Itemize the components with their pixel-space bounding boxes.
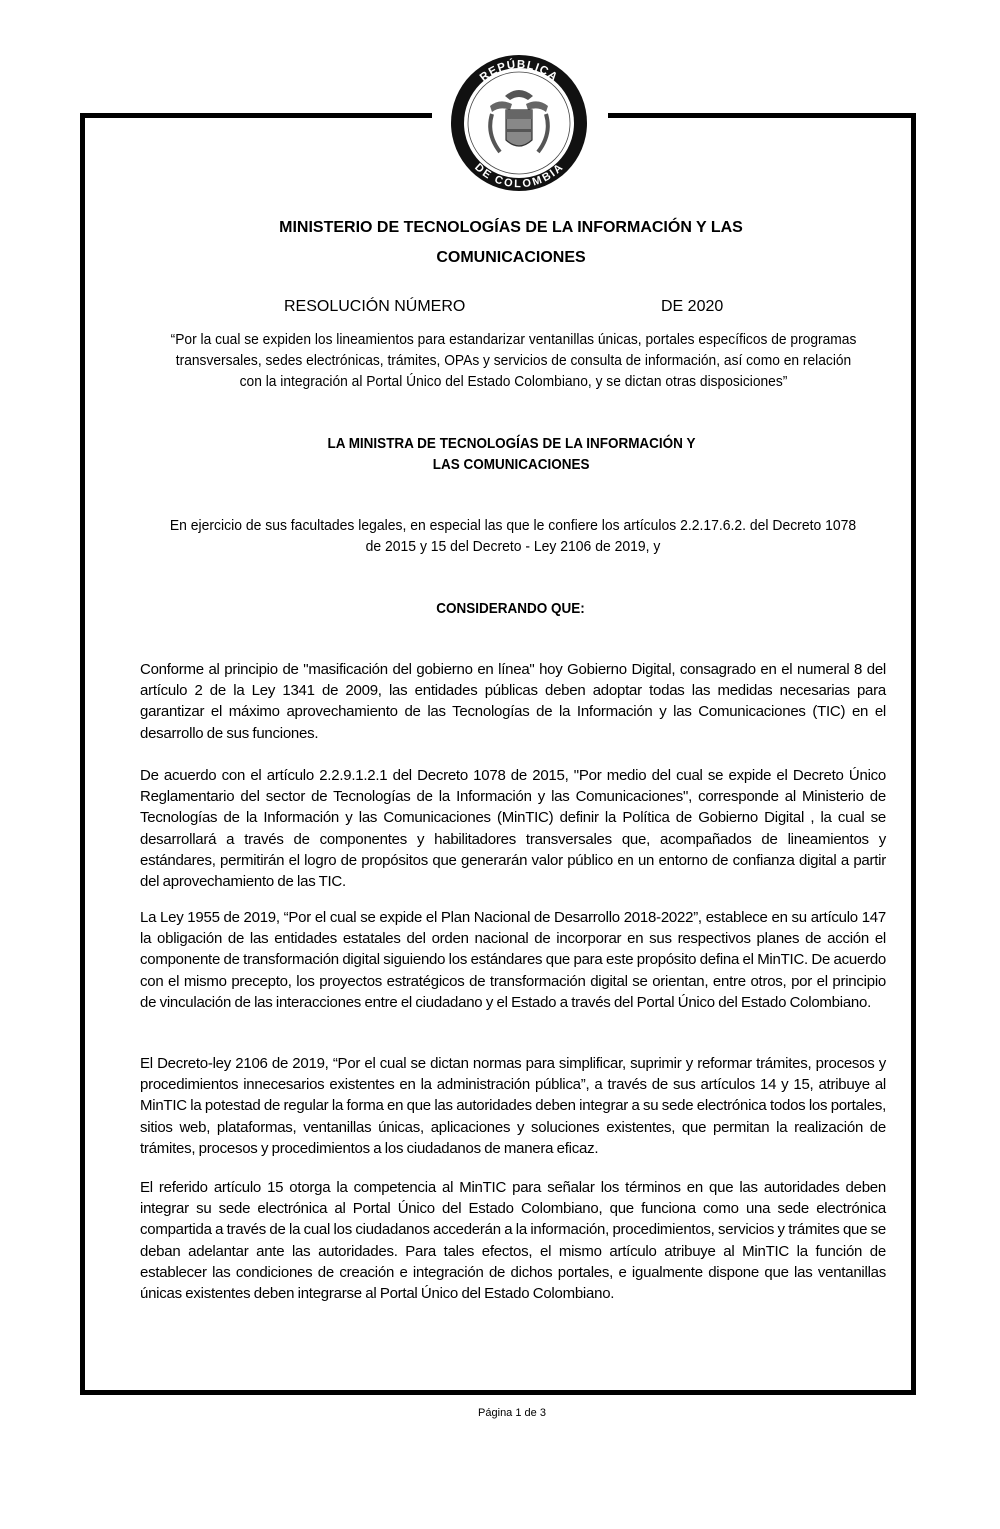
- resolution-year: DE 2020: [661, 298, 724, 315]
- paragraph: El Decreto-ley 2106 de 2019, “Por el cual se dictan normas para simplificar, suprimir y reformar trámites, procesos y procedimientos innecesarios existentes en la administración pública”, a través de sus artículos 14 y 15, atribuye al MinTIC la potestad de regular la forma en que las autoridades deben integrar a su sede electrónica todos los portales, sitios web, plataformas, ventanillas únicas, aplicaciones y soluciones existentes, que permitan la realización de trámites, procesos y procedimientos a los ciudadanos de manera eficaz.: [140, 1055, 886, 1157]
- paragraph: La Ley 1955 de 2019, “Por el cual se expide el Plan Nacional de Desarrollo 2018-2022”, establece en su artículo 147 la obligación de las entidades estatales del orden nacional de incorporar en sus respectivos planes de acción el componente de transformación digital siguiendo los estándares que para este propósito defina el MinTIC. De acuerdo con el mismo precepto, los proyectos estratégicos de transformación digital se orientan, entre otros, por el principio de vinculación de las interacciones entre el ciudadano y el Estado a través del Portal Único del Estado Colombiano.: [140, 909, 886, 1011]
- seal-top-label: REPÚBLICA: [477, 58, 561, 85]
- svg-text:DE COLOMBIA: [472, 161, 566, 190]
- ministry-title-line2: COMUNICACIONES: [436, 249, 586, 266]
- ministry-title-line1: MINISTERIO DE TECNOLOGÍAS DE LA INFORMACIÓN Y LAS: [279, 219, 743, 236]
- subtitle-line: con la integración al Portal Único del Estado Colombiano, y se dictan otras disposiciones”: [239, 373, 788, 390]
- seal-text-bottom: [450, 128, 588, 192]
- resolution-subtitle: [170, 329, 857, 392]
- minister-heading-line2: LAS COMUNICACIONES: [432, 456, 590, 473]
- page-number: Página 1 de 3: [478, 1407, 546, 1419]
- svg-text:REPÚBLICA: [478, 58, 560, 84]
- seal-text-top: [450, 58, 588, 108]
- subtitle-line: transversales, sedes electrónicas, trámites, OPAs y servicios de consulta de información, así como en relación: [175, 352, 852, 369]
- intro-text: [140, 515, 886, 557]
- minister-heading-line1: LA MINISTRA DE TECNOLOGÍAS DE LA INFORMACIÓN Y: [326, 435, 695, 452]
- paragraph: Conforme al principio de "masificación del gobierno en línea" hoy Gobierno Digital, consagrado en el numeral 8 del artículo 2 de la Ley 1341 de 2009, las entidades públicas deben adoptar todas las medidas necesarias para garantizar el máximo aprovechamiento de las Tecnologías de la Información y las Comunicaciones (TIC) en el desarrollo de sus funciones.: [140, 661, 886, 742]
- paragraph: El referido artículo 15 otorga la competencia al MinTIC para señalar los términos en que las autoridades deben integrar su sede electrónica al Portal Único del Estado Colombiano, que funciona como una sede electrónica compartida a través de la cual los ciudadanos accederán a la información, procedimientos, servicios y trámites que se deban adelantar ante las autoridades. Para tales efectos, el mismo artículo atribuye al MinTIC la función de establecer las condiciones de creación e integración de dichos portales, e igualmente dispone que las ventanillas únicas existentes deben integrarse al Portal Único del Estado Colombiano.: [140, 1179, 886, 1303]
- considerando-heading: CONSIDERANDO QUE:: [436, 600, 586, 617]
- intro-line: de 2015 y 15 del Decreto - Ley 2106 de 2019, y: [365, 538, 661, 555]
- subtitle-line: “Por la cual se expiden los lineamientos para estandarizar ventanillas únicas, portales específicos de programas: [170, 331, 857, 348]
- resolution-label: RESOLUCIÓN NÚMERO: [284, 298, 466, 315]
- paragraph: De acuerdo con el artículo 2.2.9.1.2.1 del Decreto 1078 de 2015, "Por medio del cual se expide el Decreto Único Reglamentario del sector de Tecnologías de la Información y las Comunicaciones", corresponde al Ministerio de Tecnologías de la Información y las Comunicaciones (MinTIC) definir la Política de Gobierno Digital , la cual se desarrollará a través de componentes y habilitadores transversales que, acompañados de lineamientos y estándares, permitirán el logro de propósitos que generarán valor público en un entorno de confianza digital a partir del aprovechamiento de las TIC.: [140, 767, 886, 891]
- seal-bottom-label: DE COLOMBIA: [472, 161, 566, 191]
- intro-line: En ejercicio de sus facultades legales, en especial las que le confiere los artículos 2.2.17.6.2. del Decreto 1078: [169, 517, 857, 534]
